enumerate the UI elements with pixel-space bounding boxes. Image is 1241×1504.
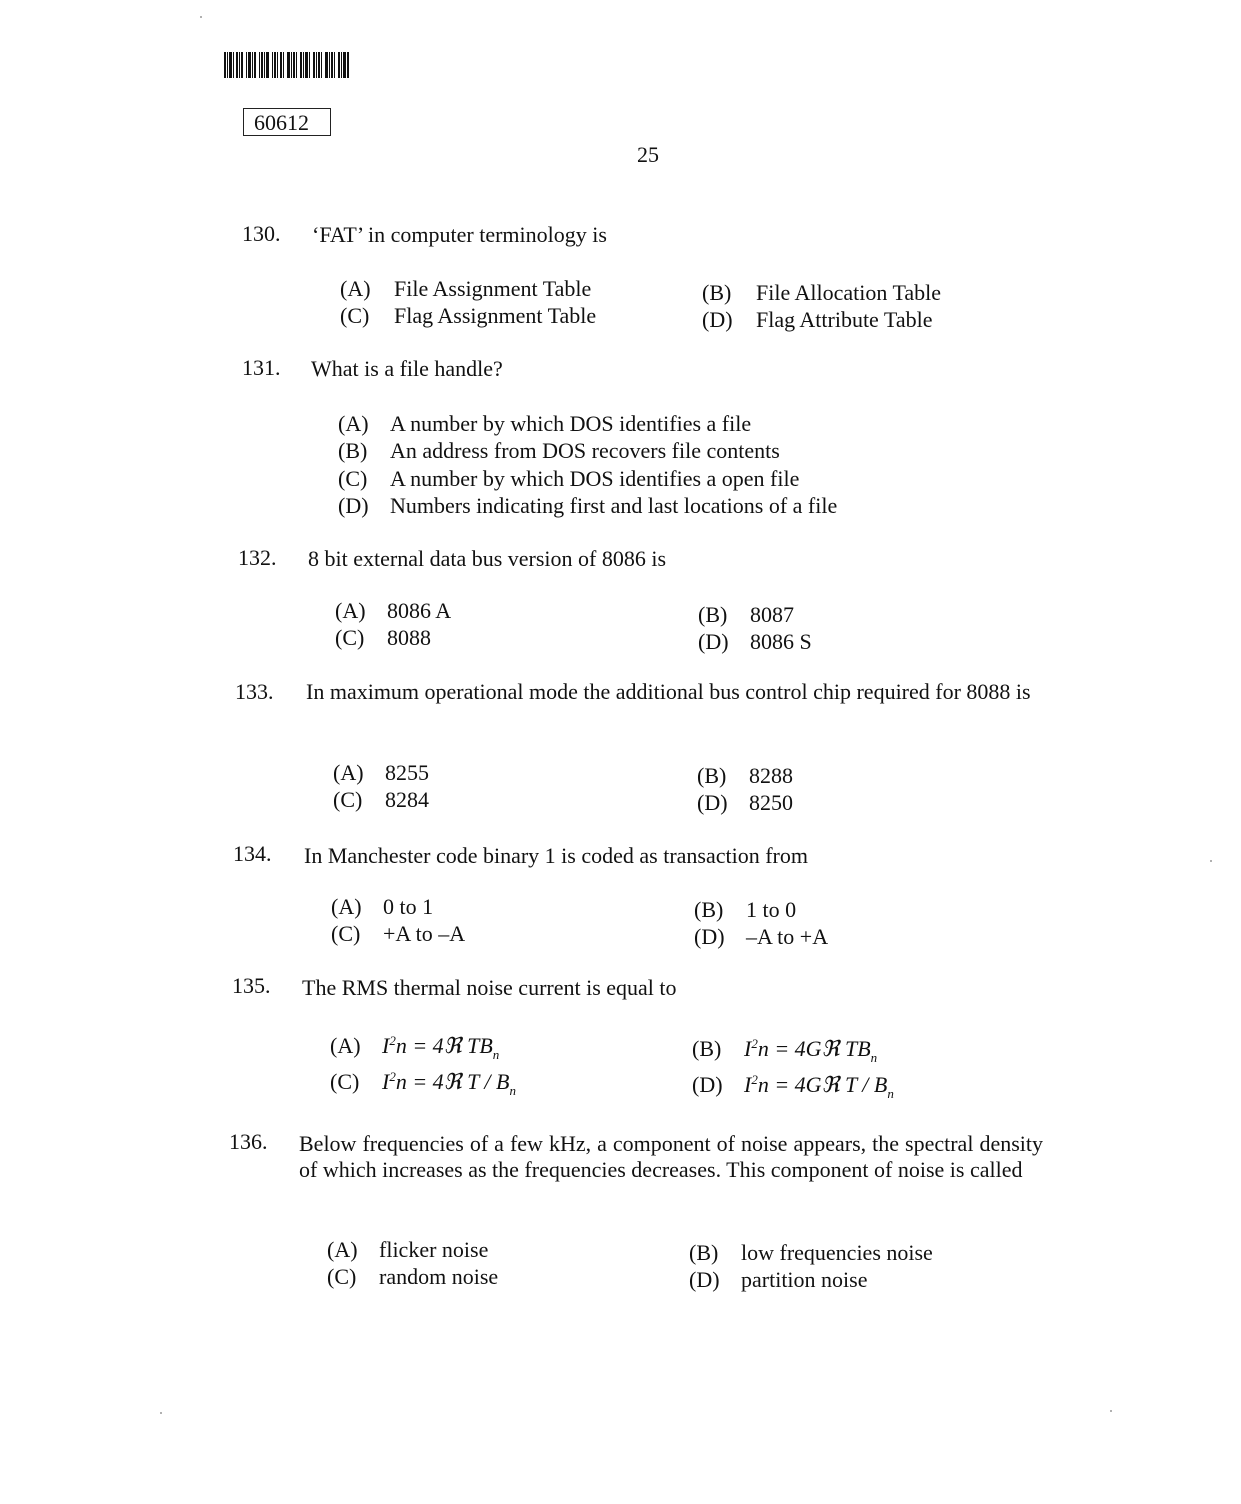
option-c bbox=[330, 1069, 516, 1099]
option-text: An address from DOS recovers file contents bbox=[390, 438, 780, 463]
option-a bbox=[335, 598, 451, 624]
option-text: File Allocation Table bbox=[756, 280, 942, 305]
option-label: (C) bbox=[340, 303, 370, 328]
option-text: Flag Assignment Table bbox=[394, 303, 597, 328]
option-label: (D) bbox=[702, 307, 733, 332]
page-number: 25 bbox=[637, 142, 659, 167]
option-d bbox=[692, 1072, 894, 1102]
option-label: (B) bbox=[338, 438, 368, 463]
question-number: 134. bbox=[233, 841, 272, 866]
option-text: A number by which DOS identifies a file bbox=[390, 411, 752, 436]
option-text: Flag Attribute Table bbox=[756, 307, 933, 332]
option-label: (A) bbox=[331, 894, 362, 919]
option-b bbox=[702, 280, 941, 306]
option-a bbox=[338, 411, 751, 437]
option-label: (B) bbox=[692, 1036, 722, 1061]
option-text: 8284 bbox=[385, 787, 429, 812]
option-c bbox=[331, 921, 465, 947]
question-text: In maximum operational mode the additional bus control chip required for 8088 is bbox=[306, 679, 1031, 704]
option-label: (C) bbox=[331, 921, 361, 946]
option-label: (D) bbox=[692, 1072, 723, 1097]
formula: $I^2n$ = 4ℜ $TB_n$ bbox=[382, 1033, 500, 1062]
option-text: 8088 bbox=[387, 625, 431, 650]
option-c bbox=[333, 787, 429, 813]
option-a bbox=[331, 894, 433, 920]
option-label: (D) bbox=[689, 1267, 720, 1292]
option-label: (A) bbox=[335, 598, 366, 623]
option-text: low frequencies noise bbox=[741, 1240, 933, 1265]
option-text: Numbers indicating first and last locations of a file bbox=[390, 493, 838, 518]
option-d bbox=[338, 493, 837, 519]
question-number: 136. bbox=[229, 1129, 268, 1154]
option-d bbox=[689, 1267, 867, 1293]
scan-speck bbox=[1110, 1410, 1112, 1412]
question-text: ‘FAT’ in computer terminology is bbox=[312, 222, 607, 247]
question-number: 135. bbox=[232, 973, 271, 998]
option-label: (A) bbox=[327, 1237, 358, 1262]
option-text: 8087 bbox=[750, 602, 794, 627]
option-b bbox=[692, 1036, 877, 1066]
option-d bbox=[702, 307, 932, 333]
option-label: (B) bbox=[702, 280, 732, 305]
option-c bbox=[327, 1264, 498, 1290]
option-label: (A) bbox=[338, 411, 369, 436]
formula: $I^2n$ = 4Gℜ T / $B_n$ bbox=[744, 1072, 894, 1101]
paper-code-box: 60612 bbox=[243, 108, 331, 136]
option-label: (D) bbox=[697, 790, 728, 815]
option-text: +A to –A bbox=[383, 921, 466, 946]
option-label: (A) bbox=[333, 760, 364, 785]
option-text: A number by which DOS identifies a open file bbox=[390, 466, 800, 491]
option-text: flicker noise bbox=[379, 1237, 489, 1262]
option-label: (C) bbox=[327, 1264, 357, 1289]
option-label: (C) bbox=[335, 625, 365, 650]
option-c bbox=[335, 625, 431, 651]
option-b bbox=[338, 438, 780, 464]
option-d bbox=[697, 790, 793, 816]
option-label: (B) bbox=[698, 602, 728, 627]
question-text: 8 bit external data bus version of 8086 is bbox=[308, 546, 667, 571]
option-label: (D) bbox=[338, 493, 369, 518]
question-text: The RMS thermal noise current is equal to bbox=[302, 975, 677, 1000]
option-text: 8250 bbox=[749, 790, 793, 815]
question-text: Below frequencies of a few kHz, a component of noise appears, the spectral density of which increases as the frequencies decreases. This component of noise is called bbox=[299, 1131, 1043, 1182]
option-label: (C) bbox=[330, 1069, 360, 1094]
option-c bbox=[340, 303, 596, 329]
option-text: 0 to 1 bbox=[383, 894, 434, 919]
formula: $I^2n$ = 4Gℜ $TB_n$ bbox=[744, 1036, 878, 1065]
formula: $I^2n$ = 4ℜ T / $B_n$ bbox=[382, 1069, 516, 1098]
option-label: (C) bbox=[333, 787, 363, 812]
option-b bbox=[694, 897, 796, 923]
scan-speck bbox=[1210, 860, 1212, 862]
option-text: 8288 bbox=[749, 763, 793, 788]
option-a bbox=[330, 1033, 499, 1063]
option-label: (B) bbox=[697, 763, 727, 788]
option-text: 8255 bbox=[385, 760, 429, 785]
option-text: 1 to 0 bbox=[746, 897, 797, 922]
question-text: What is a file handle? bbox=[311, 356, 503, 381]
option-text: random noise bbox=[379, 1264, 499, 1289]
option-b bbox=[697, 763, 793, 789]
option-text: –A to +A bbox=[746, 924, 829, 949]
option-d bbox=[698, 629, 812, 655]
question-number: 133. bbox=[235, 679, 274, 704]
barcode bbox=[224, 52, 382, 78]
question-text: In Manchester code binary 1 is coded as transaction from bbox=[304, 843, 808, 868]
option-d bbox=[694, 924, 828, 950]
option-text: 8086 A bbox=[387, 598, 452, 623]
question-number: 132. bbox=[238, 545, 277, 570]
question-number: 130. bbox=[242, 221, 281, 246]
option-a bbox=[327, 1237, 488, 1263]
option-b bbox=[698, 602, 794, 628]
option-b bbox=[689, 1240, 933, 1266]
option-c bbox=[338, 466, 799, 492]
option-text: File Assignment Table bbox=[394, 276, 592, 301]
scan-speck bbox=[200, 16, 202, 18]
question-number: 131. bbox=[242, 355, 281, 380]
option-label: (C) bbox=[338, 466, 368, 491]
option-a bbox=[340, 276, 591, 302]
option-label: (D) bbox=[694, 924, 725, 949]
option-label: (B) bbox=[689, 1240, 719, 1265]
option-label: (D) bbox=[698, 629, 729, 654]
option-text: partition noise bbox=[741, 1267, 868, 1292]
option-label: (B) bbox=[694, 897, 724, 922]
option-label: (A) bbox=[340, 276, 371, 301]
option-text: 8086 S bbox=[750, 629, 812, 654]
option-label: (A) bbox=[330, 1033, 361, 1058]
scan-speck bbox=[160, 1412, 162, 1414]
option-a bbox=[333, 760, 429, 786]
